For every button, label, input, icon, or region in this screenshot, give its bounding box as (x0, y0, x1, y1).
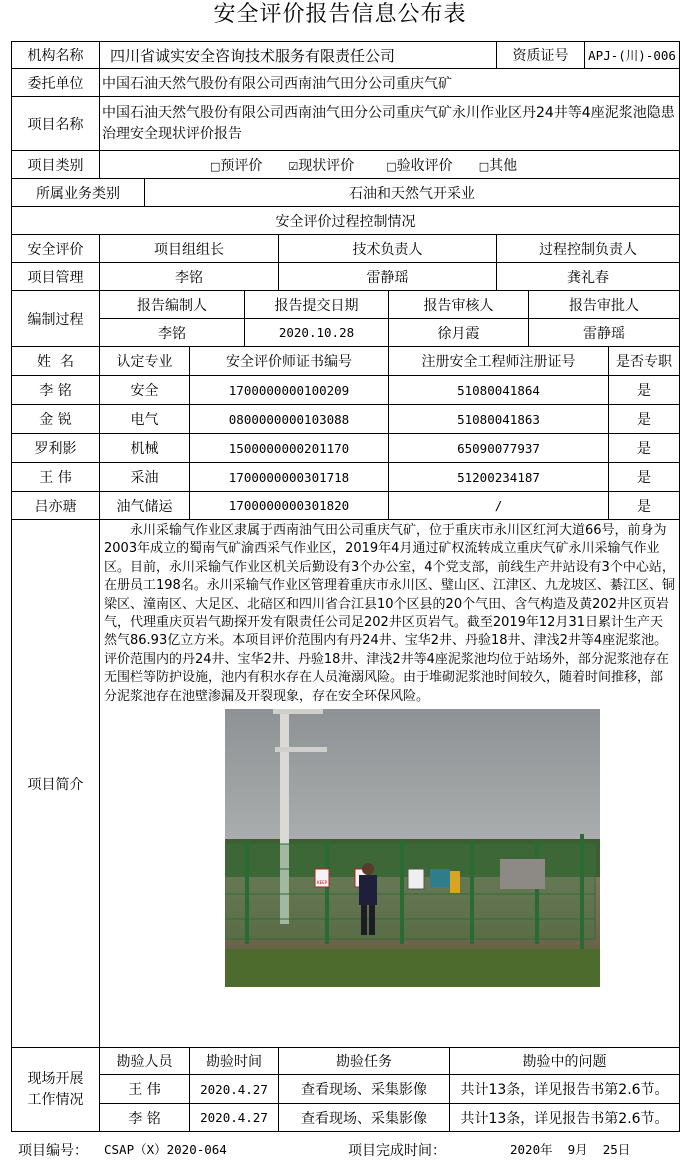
option-other: □其他 (478, 157, 518, 174)
staff-fulltime: 是 (609, 376, 680, 405)
leader-header: 项目组组长 (100, 235, 279, 263)
survey-row (12, 1075, 680, 1104)
option-acceptance-eval: □验收评价 (386, 157, 453, 174)
staff-name: 李 铭 (12, 376, 100, 405)
client-row (12, 69, 680, 97)
staff-cert: 1500000000201170 (190, 434, 389, 463)
client-label: 委托单位 (12, 69, 100, 97)
compile-header-row (12, 291, 680, 319)
intro-label: 项目简介 (12, 520, 100, 1048)
compiler-value: 李铭 (100, 319, 245, 347)
submit-date-header: 报告提交日期 (245, 291, 389, 319)
approver-value: 雷静瑶 (529, 319, 680, 347)
staff-cert: 1700000000301718 (190, 463, 389, 492)
business-row (12, 179, 680, 207)
staff-row (12, 434, 680, 463)
intro-row (12, 520, 680, 1048)
survey-label (12, 1048, 100, 1132)
pole-crossarm (275, 747, 327, 752)
staff-cert: 0800000000103088 (190, 405, 389, 434)
category-row (12, 151, 680, 179)
org-row (12, 42, 680, 69)
staff-major: 电气 (100, 405, 190, 434)
survey-person-header: 勘验人员 (100, 1048, 190, 1075)
staff-major: 安全 (100, 376, 190, 405)
management-label-2: 项目管理 (12, 263, 100, 291)
staff-name: 吕亦瑭 (12, 492, 100, 520)
staff-row (12, 405, 680, 434)
info-table (11, 41, 680, 1132)
control-header: 过程控制负责人 (497, 235, 680, 263)
project-value: 中国石油天然气股份有限公司西南油气田分公司重庆气矿永川作业区丹24井等4座泥浆池隐患治理安全现状评价报告 (100, 97, 680, 151)
project-code-label: 项目编号： (18, 1143, 88, 1159)
finish-date-label: 项目完成时间： (348, 1143, 446, 1159)
staff-name: 王 伟 (12, 463, 100, 492)
leader-value: 李铭 (100, 263, 279, 291)
survey-label-2: 工作情况 (27, 1091, 84, 1108)
staff-reg: 51080041863 (389, 405, 609, 434)
page-title: 安全评价报告信息公布表 (213, 2, 467, 27)
staff-reg: 51080041864 (389, 376, 609, 405)
category-options (100, 151, 680, 179)
survey-task-header: 勘验任务 (279, 1048, 450, 1075)
compiler-header: 报告编制人 (100, 291, 245, 319)
survey-person: 李 铭 (100, 1104, 190, 1132)
staff-fulltime: 是 (609, 463, 680, 492)
category-label: 项目类别 (12, 151, 100, 179)
survey-task: 查看现场、采集影像 (279, 1104, 450, 1132)
client-value: 中国石油天然气股份有限公司西南油气田分公司重庆气矿 (100, 69, 680, 97)
tech-value: 雷静瑶 (279, 263, 497, 291)
staff-row (12, 376, 680, 405)
survey-issue: 共计13条，详见报告书第2.6节。 (450, 1075, 680, 1104)
info-board (408, 869, 424, 889)
compile-value-row (12, 319, 680, 347)
blue-box (430, 869, 450, 887)
tech-header: 技术负责人 (279, 235, 497, 263)
cert-label: 资质证号 (497, 42, 585, 69)
survey-date: 2020.4.27 (190, 1075, 279, 1104)
staff-major: 机械 (100, 434, 190, 463)
staff-major: 油气储运 (100, 492, 190, 520)
business-value: 石油和天然气开采业 (145, 179, 680, 207)
staff-reg: / (389, 492, 609, 520)
survey-date-header: 勘验时间 (190, 1048, 279, 1075)
pole-crossarm (273, 709, 323, 714)
reviewer-header: 报告审核人 (389, 291, 529, 319)
staff-cert-header: 安全评价师证书编号 (190, 347, 389, 376)
staff-major-header: 认定专业 (100, 347, 190, 376)
staff-fulltime-header: 是否专职 (609, 347, 680, 376)
survey-label-1: 现场开展 (27, 1070, 84, 1087)
staff-reg: 51200234187 (389, 463, 609, 492)
process-title-row (12, 207, 680, 235)
survey-issue: 共计13条，详见报告书第2.6节。 (450, 1104, 680, 1132)
survey-row (12, 1104, 680, 1132)
staff-fulltime: 是 (609, 405, 680, 434)
option-current-eval: ☑现状评价 (288, 157, 355, 174)
business-label: 所属业务类别 (12, 179, 145, 207)
project-row (12, 97, 680, 151)
staff-reg: 65090077937 (389, 434, 609, 463)
green-fence (225, 844, 595, 939)
management-value-row (12, 263, 680, 291)
staff-name: 金 锐 (12, 405, 100, 434)
yellow-valve (450, 871, 460, 893)
survey-person: 王 伟 (100, 1075, 190, 1104)
staff-fulltime: 是 (609, 434, 680, 463)
reviewer-value: 徐月霞 (389, 319, 529, 347)
grass (225, 949, 600, 987)
submit-date-value: 2020.10.28 (245, 319, 389, 347)
finish-date-value: 2020年 9月 25日 (510, 1142, 631, 1157)
survey-date: 2020.4.27 (190, 1104, 279, 1132)
staff-name: 罗利影 (12, 434, 100, 463)
compile-label: 编制过程 (12, 291, 100, 347)
process-title: 安全评价过程控制情况 (12, 207, 680, 235)
equipment-shed (500, 859, 545, 889)
project-label: 项目名称 (12, 97, 100, 151)
management-header-row (12, 235, 680, 263)
staff-reg-header: 注册安全工程师注册证号 (389, 347, 609, 376)
staff-name-header: 姓 名 (12, 347, 100, 376)
management-label-1: 安全评价 (12, 235, 100, 263)
sign-keep-text: KEEP (316, 880, 328, 886)
intro-text: 永川采输气作业区隶属于西南油气田公司重庆气矿，位于重庆市永川区红河大道66号，前身为2003年成立的蜀南气矿渝西采气作业区，2019年4月通过矿权流转成立重庆气矿永川采输气作业区。目前，永川采输气作业区机关后勤设有3个办公室，4个党支部，前线生产井站设有3个中心站，在册员工198名。永川采输气作业区管理着重庆市永川区、璧山区、江津区、九龙坡区、綦江区、铜梁区、潼南区、大足区、北碚区和四川省合江县10个区县的20个气田、含气构造及黄202井区页岩气，代理重庆页岩气勘探开发有限责任公司足202井区页岩气。截至2019年12月31日累计生产天然气86.93亿立方米。本项目评价范围内有丹24井、宝华2井、丹验18井、津浅2井等4座泥浆池。评价范围内的丹24井、宝华2井、丹验18井、津浅2井等4座泥浆池均位于站场外，部分泥浆池存在无围栏等防护设施，池内有积水存在人员淹溺风险。由于堆砌泥浆池时间较久，随着时间推移，部分泥浆池存在池壁渗漏及开裂现象，存在安全环保风险。 (104, 523, 675, 704)
staff-major: 采油 (100, 463, 190, 492)
control-value: 龚礼春 (497, 263, 680, 291)
org-label: 机构名称 (12, 42, 100, 69)
staff-row (12, 492, 680, 520)
intro-cell (100, 520, 680, 1048)
staff-header-row (12, 347, 680, 376)
org-value: 四川省诚实安全咨询技术服务有限责任公司 (100, 42, 497, 69)
staff-cert: 1700000000301820 (190, 492, 389, 520)
cert-value: APJ-(川)-006 (585, 42, 680, 69)
site-photo (225, 709, 600, 987)
approver-header: 报告审批人 (529, 291, 680, 319)
project-code-value: CSAP（X）2020-064 (104, 1142, 227, 1157)
option-pre-eval: □预评价 (210, 157, 263, 174)
survey-issue-header: 勘验中的问题 (450, 1048, 680, 1075)
staff-cert: 1700000000100209 (190, 376, 389, 405)
survey-header-row (12, 1048, 680, 1075)
survey-task: 查看现场、采集影像 (279, 1075, 450, 1104)
staff-fulltime: 是 (609, 492, 680, 520)
footer (0, 1137, 680, 1159)
staff-row (12, 463, 680, 492)
